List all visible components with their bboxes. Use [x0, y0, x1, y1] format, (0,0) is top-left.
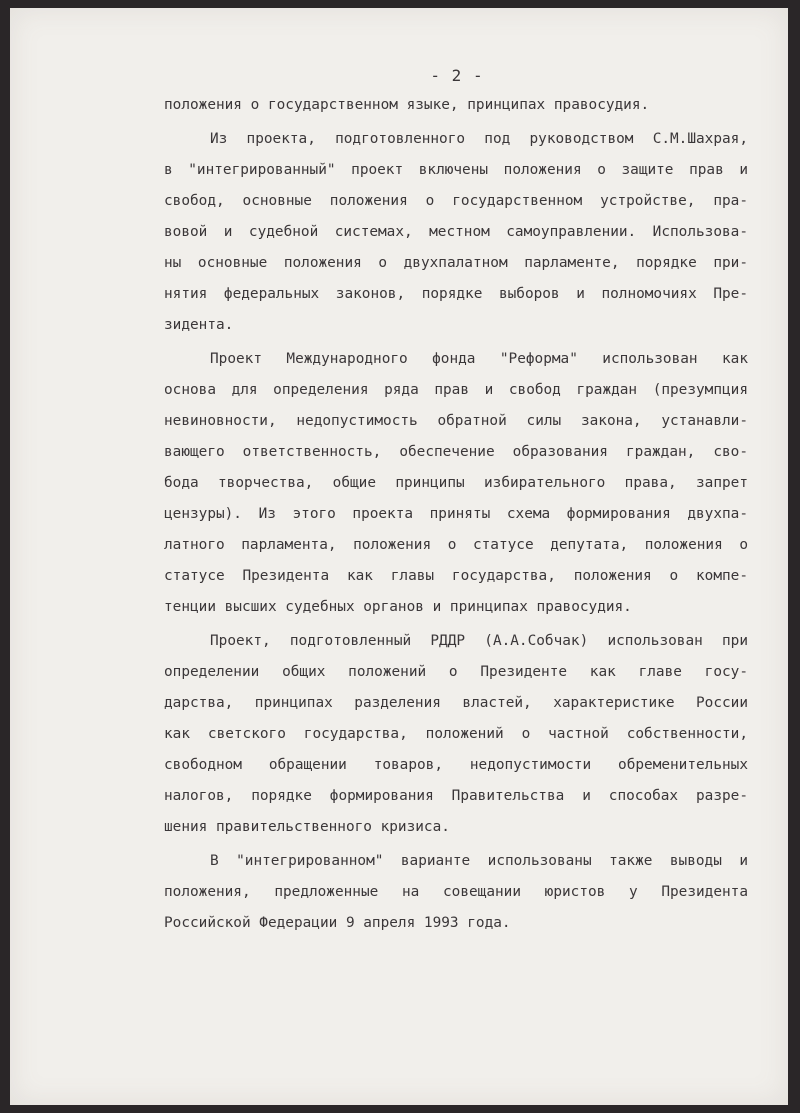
- text-line: Проект Международного фонда "Реформа" использован как: [210, 351, 748, 367]
- body-text: [164, 90, 748, 939]
- text-line: В "интегрированном" варианте использованы также выводы и: [210, 853, 748, 869]
- text-line: основа для определения ряда прав и свобод граждан (презумпция: [164, 382, 748, 398]
- text-line: как светского государства, положений о частной собственности,: [164, 726, 748, 742]
- paragraph-integrated-variant: [164, 846, 748, 939]
- text-line: свобод, основные положения о государственном устройстве, пра-: [164, 193, 748, 209]
- paragraph-reforma-fund-draft: [164, 344, 748, 623]
- text-line: налогов, порядке формирования Правительства и способах разре-: [164, 788, 748, 804]
- text-line: Проект, подготовленный РДДР (А.А.Собчак) использован при: [210, 633, 748, 649]
- paragraph-rddr-draft: [164, 626, 748, 843]
- text-line: Из проекта, подготовленного под руководством С.М.Шахрая,: [210, 131, 748, 147]
- text-line: ны основные положения о двухпалатном парламенте, порядке при-: [164, 255, 748, 271]
- page-number: - 2 -: [430, 66, 484, 85]
- text-line: шения правительственного кризиса.: [164, 819, 450, 835]
- text-line: в "интегрированный" проект включены положения о защите прав и: [164, 162, 748, 178]
- text-line: нятия федеральных законов, порядке выборов и полномочиях Пре-: [164, 286, 748, 302]
- text-line: дарства, принципах разделения властей, характеристике России: [164, 695, 748, 711]
- text-line: положения, предложенные на совещании юристов у Президента: [164, 884, 748, 900]
- text-line: невиновности, недопустимость обратной силы закона, устанавли-: [164, 413, 748, 429]
- text-line: вающего ответственность, обеспечение образования граждан, сво-: [164, 444, 748, 460]
- text-line: статусе Президента как главы государства, положения о компе-: [164, 568, 748, 584]
- text-line: цензуры). Из этого проекта приняты схема формирования двухпа-: [164, 506, 748, 522]
- text-line: бода творчества, общие принципы избирательного права, запрет: [164, 475, 748, 491]
- text-line: положения о государственном языке, принципах правосудия.: [164, 97, 650, 113]
- paragraph-shakhrai-draft: [164, 124, 748, 341]
- paragraph-continuation: [164, 90, 748, 121]
- text-line: определении общих положений о Президенте как главе госу-: [164, 664, 748, 680]
- text-line: Российской Федерации 9 апреля 1993 года.: [164, 915, 511, 931]
- text-line: вовой и судебной системах, местном самоуправлении. Использова-: [164, 224, 748, 240]
- text-line: латного парламента, положения о статусе депутата, положения о: [164, 537, 748, 553]
- text-line: тенции высших судебных органов и принципах правосудия.: [164, 599, 632, 615]
- text-line: свободном обращении товаров, недопустимости обременительных: [164, 757, 748, 773]
- text-line: зидента.: [164, 317, 234, 333]
- document-page: [10, 8, 788, 1105]
